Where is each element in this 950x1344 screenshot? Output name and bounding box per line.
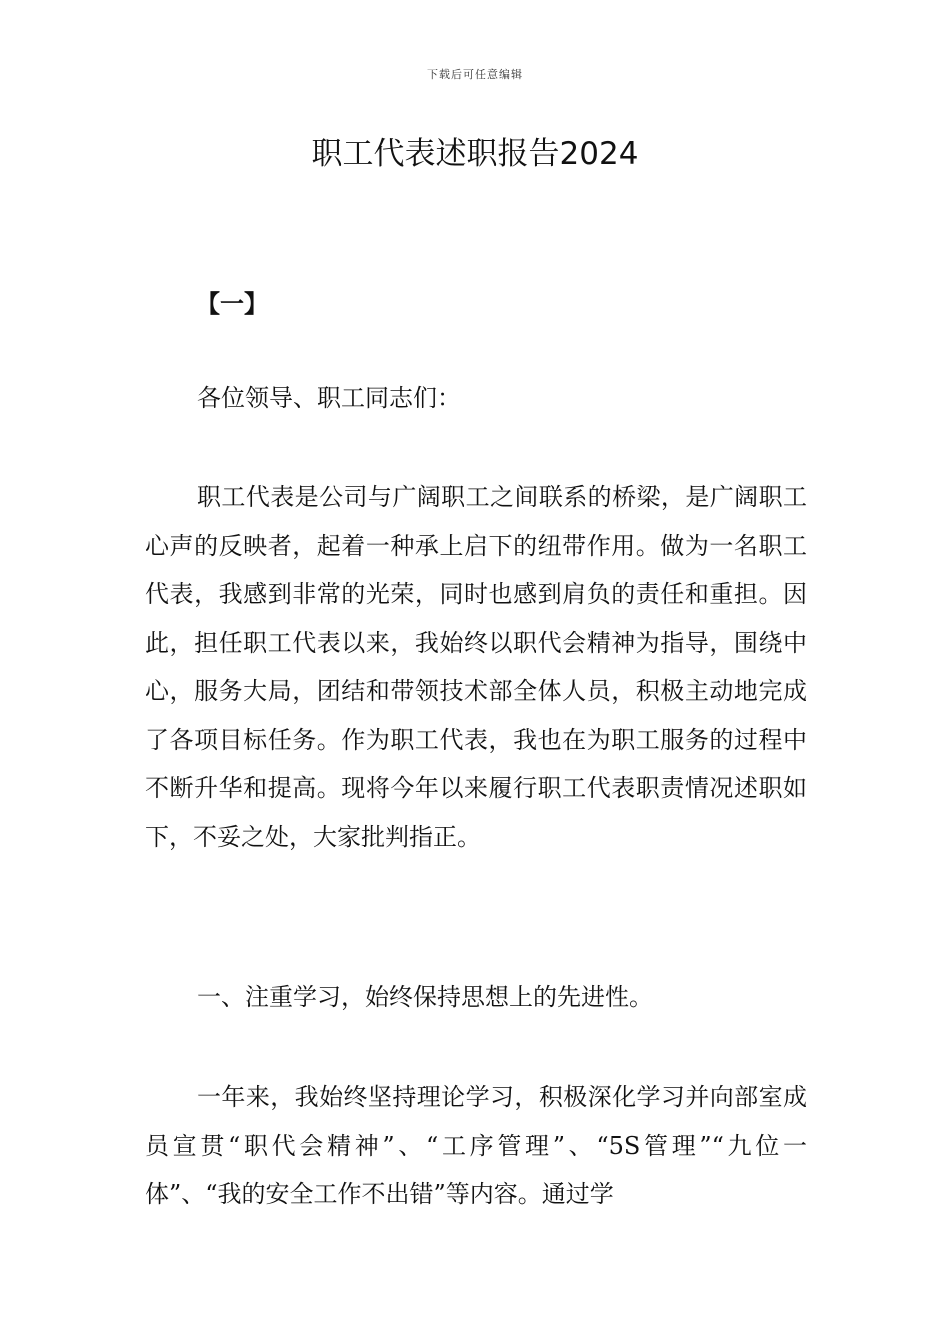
- body-paragraph-1: 一年来，我始终坚持理论学习，积极深化学习并向部室成员宣贯“职代会精神”、“工序管理”、“5S管理”“九位一体”、“我的安全工作不出错”等内容。通过学: [145, 1083, 807, 1208]
- section-heading-1: 一、注重学习，始终保持思想上的先进性。: [197, 983, 653, 1011]
- page-title: 职工代表述职报告2024: [311, 136, 639, 172]
- section-mark: 【一】: [196, 289, 268, 318]
- intro-paragraph: 职工代表是公司与广阔职工之间联系的桥梁，是广阔职工心声的反映者，起着一种承上启下的纽带作用。做为一名职工代表，我感到非常的光荣，同时也感到肩负的责任和重担。因此，担任职工代表以来，我始终以职代会精神为指导，围绕中心，服务大局，团结和带领技术部全体人员，积极主动地完成了各项目标任务。作为职工代表，我也在为职工服务的过程中不断升华和提高。现将今年以来履行职工代表职责情况述职如下，不妥之处，大家批判指正。: [145, 483, 807, 851]
- header-note: 下载后可任意编辑: [427, 68, 523, 81]
- greeting-paragraph: 各位领导、职工同志们：: [197, 384, 461, 412]
